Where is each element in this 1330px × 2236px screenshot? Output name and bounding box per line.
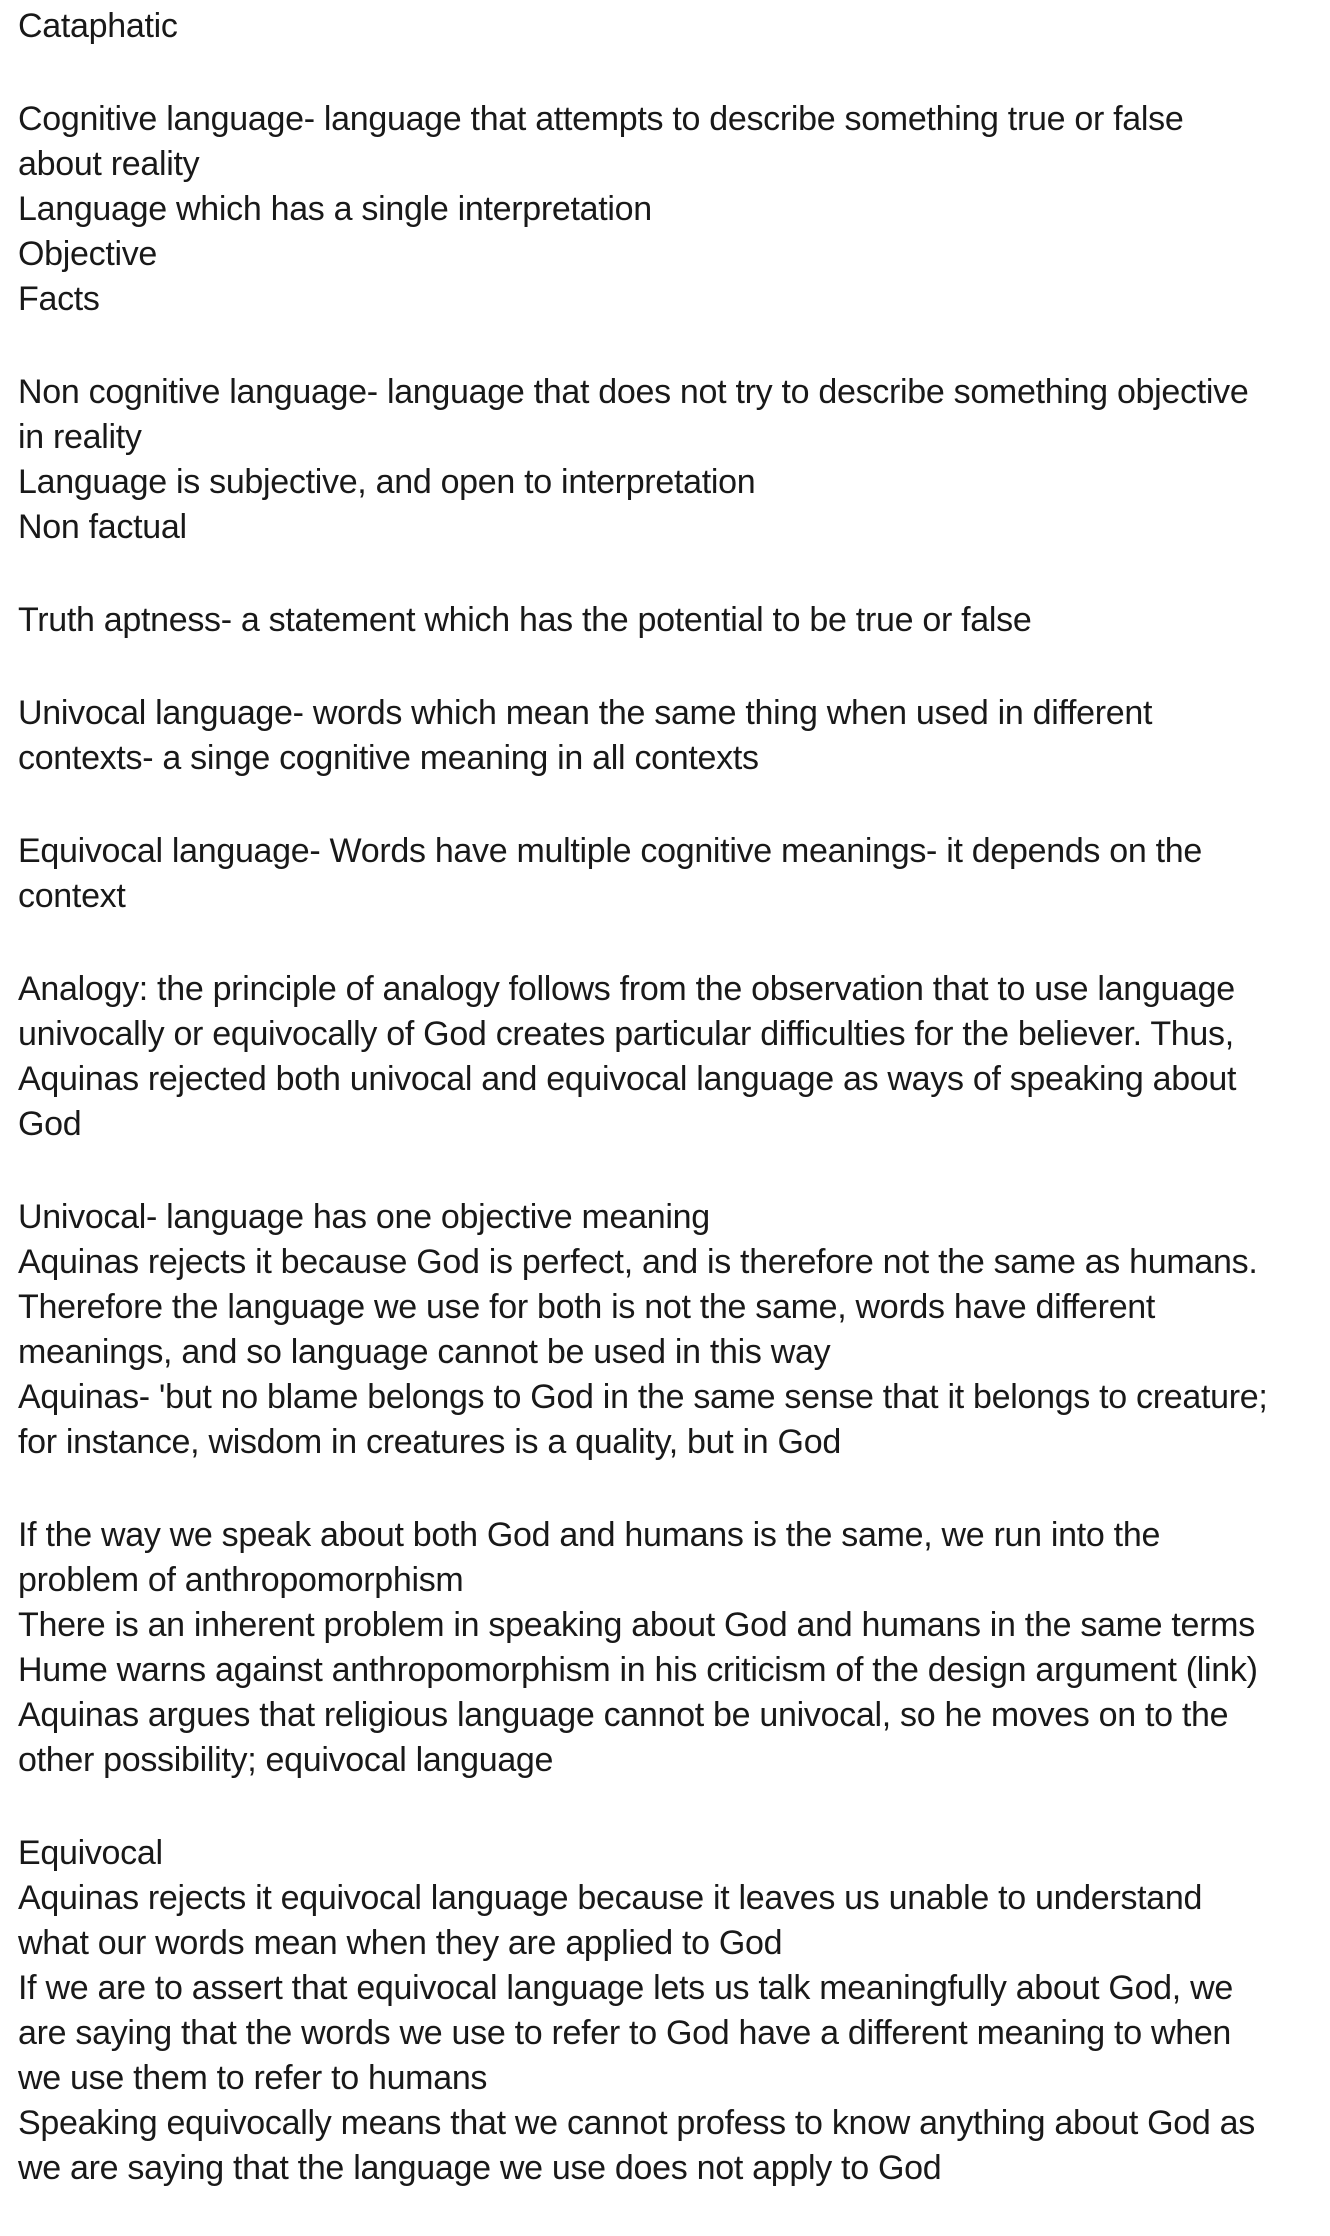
text-line: univocally or equivocally of God creates particular difficulties for the believer. Thus, (18, 1015, 1234, 1053)
text-line: other possibility; equivocal language (18, 1741, 554, 1779)
paragraph-cognitive-language (18, 97, 1312, 322)
text-line: Univocal- language has one objective meaning (18, 1198, 710, 1236)
text-line: Equivocal (18, 1834, 163, 1872)
text-line: Language which has a single interpretation (18, 190, 652, 228)
text-line: in reality (18, 418, 142, 456)
text-line: meanings, and so language cannot be used in this way (18, 1333, 831, 1371)
text-line: context (18, 877, 126, 915)
text-line: Therefore the language we use for both is not the same, words have different (18, 1288, 1156, 1326)
text-line: Truth aptness- a statement which has the potential to be true or false (18, 601, 1032, 639)
paragraph-equivocal-section (18, 1831, 1312, 2191)
text-line: Aquinas rejected both univocal and equivocal language as ways of speaking about (18, 1060, 1237, 1098)
text-line: Univocal language- words which mean the same thing when used in different (18, 694, 1153, 732)
text-line: Hume warns against anthropomorphism in his criticism of the design argument (link) (18, 1651, 1258, 1689)
text-line: Objective (18, 235, 158, 273)
paragraph-truth-aptness (18, 598, 1312, 643)
text-line: Non cognitive language- language that does not try to describe something objective (18, 373, 1249, 411)
text-line: about reality (18, 145, 200, 183)
text-line: There is an inherent problem in speaking about God and humans in the same terms (18, 1606, 1255, 1644)
text-line: Analogy: the principle of analogy follows from the observation that to use language (18, 970, 1235, 1008)
text-line: Language is subjective, and open to interpretation (18, 463, 756, 501)
text-line: contexts- a singe cognitive meaning in all contexts (18, 739, 759, 777)
paragraph-univocal-language-definition (18, 691, 1312, 781)
paragraph-anthropomorphism-problem (18, 1513, 1312, 1783)
paragraph-heading-cataphatic (18, 4, 1312, 49)
text-line: are saying that the words we use to refer to God have a different meaning to when (18, 2014, 1232, 2052)
text-line: Facts (18, 280, 100, 318)
text-line: Aquinas rejects it equivocal language because it leaves us unable to understand (18, 1879, 1203, 1917)
text-line: Speaking equivocally means that we cannot profess to know anything about God as (18, 2104, 1255, 2142)
text-line: for instance, wisdom in creatures is a quality, but in God (18, 1423, 841, 1461)
paragraph-univocal-section (18, 1195, 1312, 1465)
text-line: Non factual (18, 508, 187, 546)
text-line: Aquinas- 'but no blame belongs to God in the same sense that it belongs to creature; (18, 1378, 1268, 1416)
paragraph-equivocal-language-definition (18, 829, 1312, 919)
text-line: Cognitive language- language that attempts to describe something true or false (18, 100, 1184, 138)
text-line: God (18, 1105, 82, 1143)
text-line: Cataphatic (18, 7, 178, 45)
text-line: Aquinas argues that religious language cannot be univocal, so he moves on to the (18, 1696, 1229, 1734)
paragraph-analogy (18, 967, 1312, 1147)
paragraph-non-cognitive-language (18, 370, 1312, 550)
text-line: If the way we speak about both God and humans is the same, we run into the (18, 1516, 1161, 1554)
text-line: problem of anthropomorphism (18, 1561, 464, 1599)
text-line: we are saying that the language we use does not apply to God (18, 2149, 942, 2187)
text-line: Equivocal language- Words have multiple cognitive meanings- it depends on the (18, 832, 1203, 870)
text-line: If we are to assert that equivocal language lets us talk meaningfully about God, we (18, 1969, 1233, 2007)
text-line: Aquinas rejects it because God is perfect, and is therefore not the same as humans. (18, 1243, 1258, 1281)
text-line: we use them to refer to humans (18, 2059, 488, 2097)
text-line: what our words mean when they are applied to God (18, 1924, 783, 1962)
